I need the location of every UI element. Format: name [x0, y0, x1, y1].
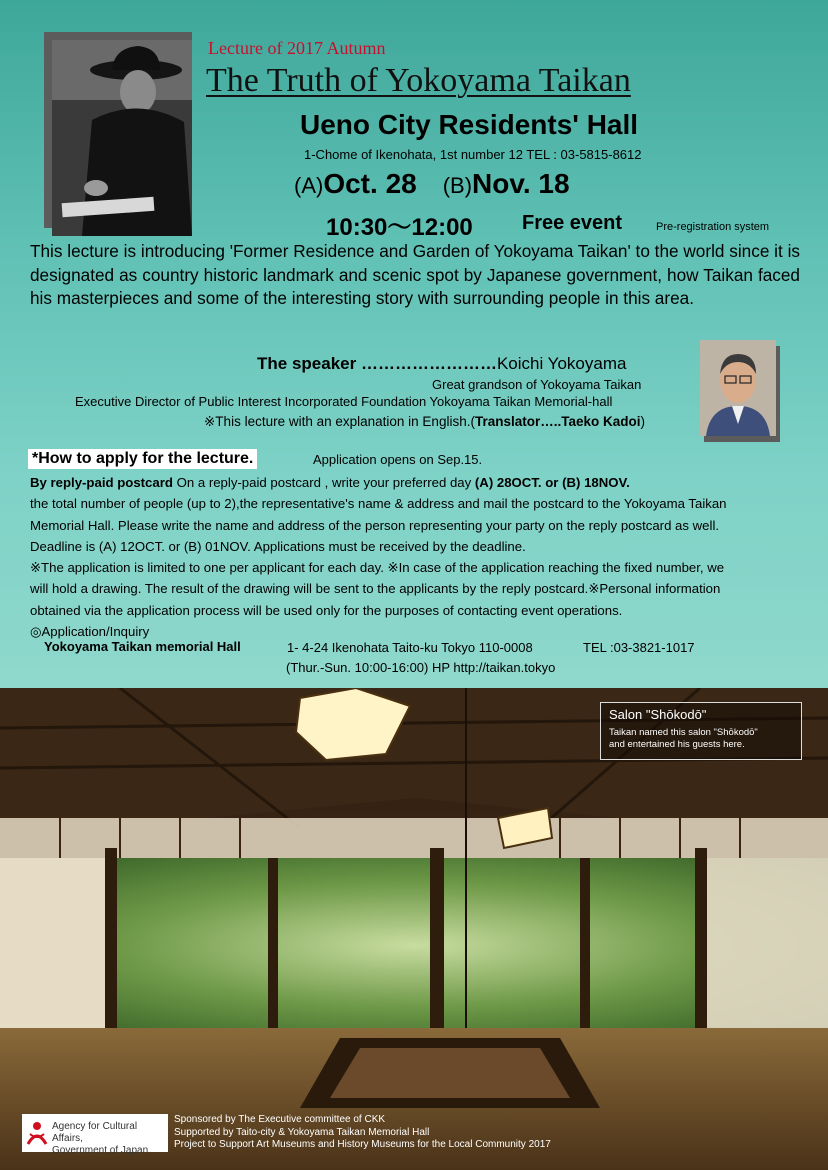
event-time: 10:30～12:00 [326, 214, 473, 241]
agency-logo-icon [26, 1120, 48, 1146]
speaker-label: The speaker …………………… [257, 354, 497, 373]
salon-caption-box [600, 702, 802, 760]
apply-line: obtained via the application process will be used only for the purposes of contacting event operations. [30, 602, 623, 618]
taikan-portrait-photo [52, 40, 192, 236]
application-opens: Application opens on Sep.15. [313, 452, 483, 467]
how-to-apply-heading: *How to apply for the lecture. [28, 449, 257, 469]
speaker-line [257, 354, 626, 374]
venue-address: 1-Chome of Ikenohata, 1st number 12 TEL : 03-5815-8612 [304, 147, 642, 162]
speaker-relation: Great grandson of Yokoyama Taikan [432, 377, 642, 392]
agency-logo-block [22, 1114, 168, 1156]
english-note-text: ※This lecture with an explanation in English.( [204, 414, 475, 429]
contact-address: 1- 4-24 Ikenohata Taito-ku Tokyo 110-0008 [287, 640, 533, 655]
apply-line: Deadline is (A) 12OCT. or (B) 01NOV. Applications must be received by the deadline. [30, 538, 526, 554]
inquiry-label: ◎Application/Inquiry [30, 624, 150, 640]
salon-caption-title: Salon "Shōkodō" [609, 707, 707, 722]
salon-caption-desc: Taikan named this salon "Shōkodō" and entertained his guests here. [609, 727, 758, 750]
apply-line: will hold a drawing. The result of the drawing will be sent to the applicants by the reply postcard.※Personal information [30, 581, 721, 597]
contact-hall-name: Yokoyama Taikan memorial Hall [44, 639, 241, 654]
preferred-days: (A) 28OCT. or (B) 18NOV. [474, 475, 630, 490]
reply-postcard-label: By reply-paid postcard [30, 475, 173, 490]
apply-line: ※The application is limited to one per applicant for each day. ※In case of the application reaching the fixed number, we [30, 560, 725, 576]
sponsor-credits: Sponsored by The Executive committee of CKK Supported by Taito-city & Yokoyama Taikan Memorial Hall Project to Support Art Museums and History Museums for the Local Community 2017 [174, 1114, 551, 1150]
venue-name: Ueno City Residents' Hall [300, 109, 639, 140]
agency-name: Agency for Cultural Affairs, Government of Japan [52, 1121, 149, 1156]
speaker-position: Executive Director of Public Interest Incorporated Foundation Yokoyama Taikan Memorial-hall [75, 394, 613, 409]
application-instructions [30, 472, 810, 642]
speaker-photo [700, 340, 776, 436]
lecture-intro: This lecture is introducing 'Former Residence and Garden of Yokoyama Taikan' to the world since it is designated as country historic landmark and scenic spot by Japanese government, how Taikan faced his masterpieces and some of the interesting story with surrounding people in this area. [30, 241, 800, 308]
page-title: The Truth of Yokoyama Taikan [206, 62, 631, 99]
footer [22, 1114, 806, 1156]
free-event-label: Free event [522, 212, 623, 234]
translator-name: Translator…..Taeko Kadoi [474, 414, 641, 429]
date-a-prefix: (A) [294, 173, 324, 198]
lecture-season-tag: Lecture of 2017 Autumn [208, 38, 386, 58]
date-b: Nov. 18 [472, 168, 570, 199]
salon-interior-photo [0, 688, 828, 1170]
english-note-close: ) [640, 414, 645, 429]
apply-line: Memorial Hall. Please write the name and address of the person representing your party on the reply postcard as well. [30, 517, 720, 533]
preregistration-note: Pre-registration system [656, 221, 770, 233]
english-note [204, 414, 645, 430]
contact-tel: TEL :03-3821-1017 [583, 640, 695, 655]
event-dates [294, 168, 570, 200]
apply-line: the total number of people (up to 2),the representative's name & address and mail the postcard to the Yokoyama Taikan [30, 496, 727, 512]
speaker-name: Koichi Yokoyama [496, 354, 627, 373]
date-b-prefix: (B) [442, 173, 473, 198]
contact-hours-website: (Thur.-Sun. 10:00-16:00) HP http://taikan.tokyo [286, 660, 556, 675]
apply-line: By reply-paid postcard On a reply-paid postcard , write your preferred day (A) 28OCT. or (B) 18NOV. [30, 475, 630, 490]
date-a: Oct. 28 [323, 168, 417, 199]
